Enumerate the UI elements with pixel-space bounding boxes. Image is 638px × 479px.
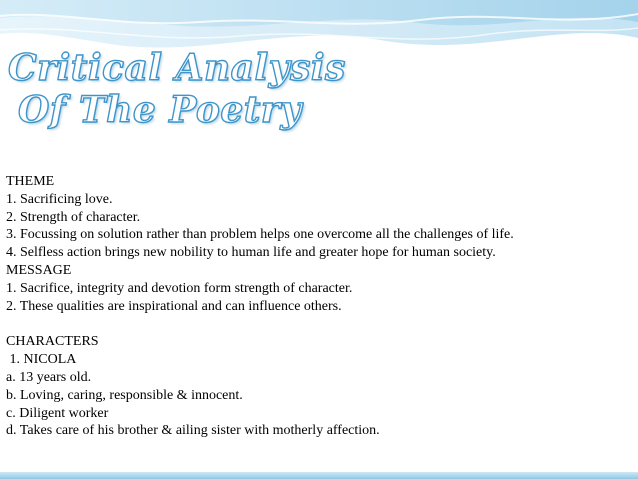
theme-item-2: 2. Strength of character. [6,209,141,225]
message-item-2: 2. These qualities are inspirational and can influence others. [6,298,342,314]
character-trait-d: d. Takes care of his brother & ailing sister with motherly affection. [6,423,380,439]
theme-item-4: 4. Selfless action brings new nobility to human life and greater hope for human society. [6,245,496,261]
slide-title-line-2: Of The Poetry [18,89,302,131]
slide-body [6,173,636,440]
character-name: 1. NICOLA [6,352,77,368]
message-item-1: 1. Sacrifice, integrity and devotion form strength of character. [6,280,353,296]
theme-item-3: 3. Focussing on solution rather than problem helps one overcome all the challenges of life. [6,227,514,243]
bottom-accent-bar [0,472,638,479]
theme-item-1: 1. Sacrificing love. [6,191,113,207]
section-spacer [6,315,636,333]
theme-heading: THEME [6,174,55,189]
character-trait-a: a. 13 years old. [6,369,92,385]
slide-title-line-1: Critical Analysis [8,47,346,89]
character-trait-b: b. Loving, caring, responsible & innocent. [6,387,243,403]
message-heading: MESSAGE [6,262,72,278]
character-trait-c: c. Diligent worker [6,405,109,421]
characters-heading: CHARACTERS [6,334,99,350]
